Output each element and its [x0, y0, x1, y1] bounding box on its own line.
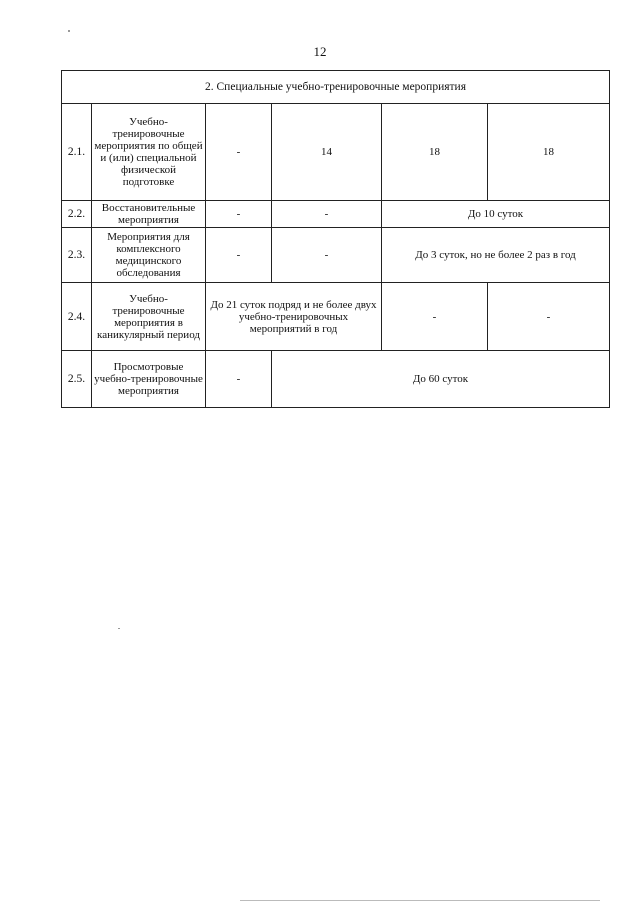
- scan-speck: [68, 30, 70, 32]
- scan-edge-line: [240, 900, 600, 901]
- table-row: [62, 201, 610, 228]
- table-cell: До 60 суток: [272, 351, 610, 408]
- table-cell: До 10 суток: [382, 201, 610, 228]
- row-number: 2.2.: [62, 201, 92, 228]
- row-number: 2.4.: [62, 283, 92, 351]
- table-cell: До 21 суток подряд и не более двух учебно-тренировочных мероприятий в год: [206, 283, 382, 351]
- row-number: 2.3.: [62, 228, 92, 283]
- event-name: Учебно-тренировочные мероприятия по общей и (или) специальной физической подготовке: [92, 104, 206, 201]
- table-cell: -: [382, 283, 488, 351]
- table-cell: 18: [488, 104, 610, 201]
- table-cell: -: [206, 351, 272, 408]
- table-cell: 18: [382, 104, 488, 201]
- table-cell: -: [272, 228, 382, 283]
- scan-speck: [118, 628, 120, 629]
- page-number: 12: [313, 44, 327, 59]
- section-header: 2. Специальные учебно-тренировочные мероприятия: [62, 71, 610, 104]
- event-name: Учебно-тренировочные мероприятия в каникулярный период: [92, 283, 206, 351]
- table-cell: 14: [272, 104, 382, 201]
- table-cell: -: [206, 201, 272, 228]
- table-cell: -: [206, 228, 272, 283]
- table-row: [62, 351, 610, 408]
- table-cell: -: [488, 283, 610, 351]
- table-row: [62, 104, 610, 201]
- row-number: 2.5.: [62, 351, 92, 408]
- event-name: Просмотровые учебно-тренировочные мероприятия: [92, 351, 206, 408]
- event-name: Мероприятия для комплексного медицинского обследования: [92, 228, 206, 283]
- section-header-row: [62, 71, 610, 104]
- training-events-table: [61, 70, 610, 408]
- table-cell: -: [206, 104, 272, 201]
- table-row: [62, 228, 610, 283]
- table-cell: До 3 суток, но не более 2 раз в год: [382, 228, 610, 283]
- table-row: [62, 283, 610, 351]
- table-cell: -: [272, 201, 382, 228]
- event-name: Восстановительные мероприятия: [92, 201, 206, 228]
- row-number: 2.1.: [62, 104, 92, 201]
